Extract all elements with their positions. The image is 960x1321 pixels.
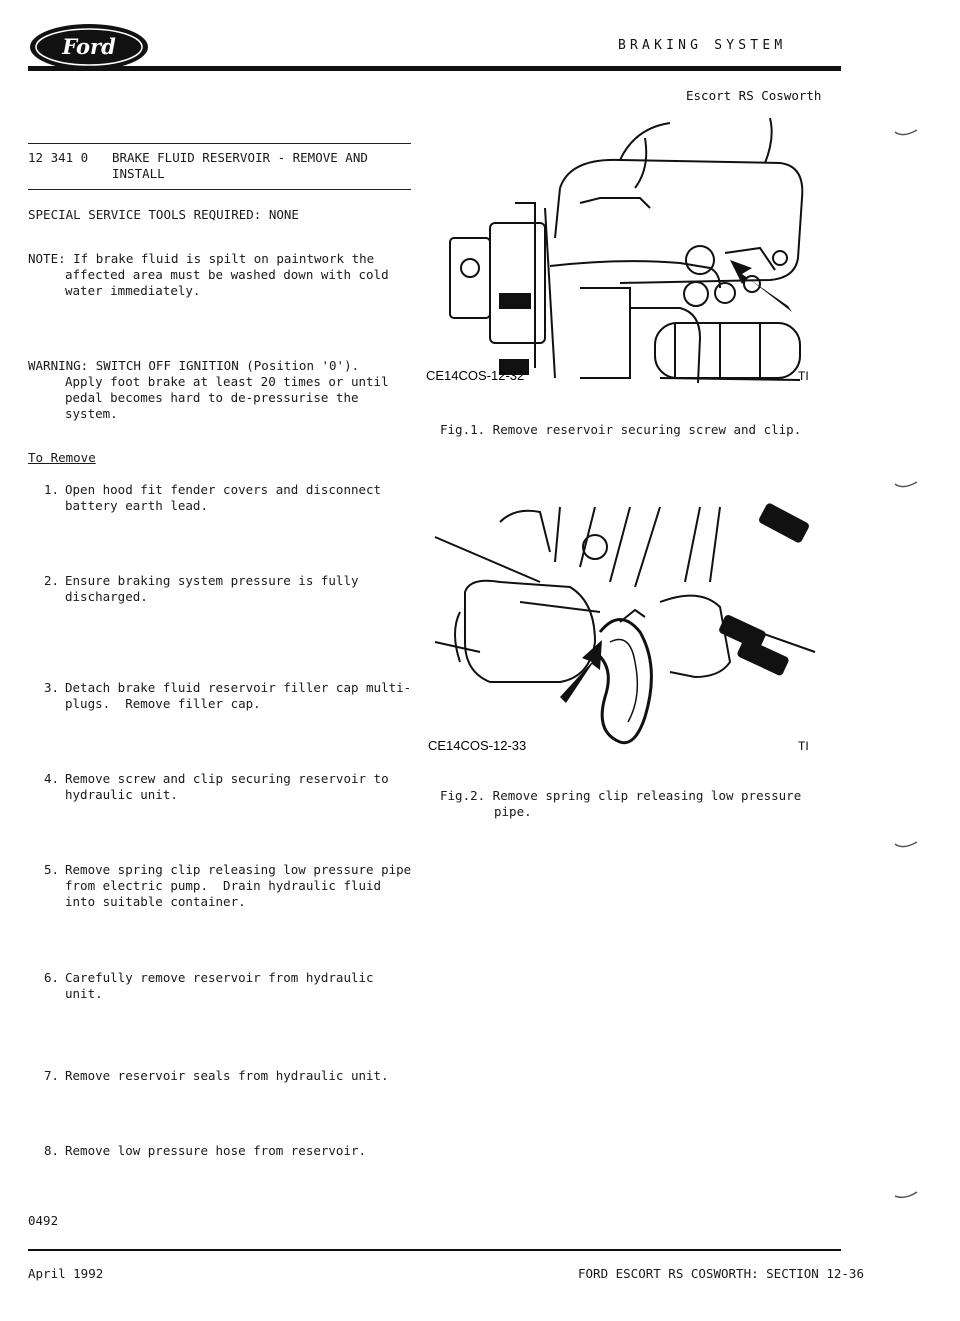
step-number: 4. (44, 771, 60, 786)
step-number: 7. (44, 1068, 60, 1083)
step-text: Remove spring clip releasing low pressure pipe (65, 862, 412, 877)
step-text: Ensure braking system pressure is fully (65, 573, 359, 588)
section-code: 12 341 0 (28, 150, 89, 165)
section-rule-top (28, 143, 411, 144)
figure-caption-line1: Fig.2. Remove spring clip releasing low pressure (440, 788, 802, 803)
figure-tag: TI (798, 739, 809, 753)
step-text: battery earth lead. (65, 498, 208, 513)
footer-section: FORD ESCORT RS COSWORTH: SECTION 12-36 (578, 1266, 864, 1281)
special-tools: SPECIAL SERVICE TOOLS REQUIRED: NONE (28, 207, 299, 222)
figure-caption: Fig.1. Remove reservoir securing screw and clip. (440, 422, 802, 437)
step-number: 5. (44, 862, 60, 877)
step-text: unit. (65, 986, 103, 1001)
margin-tick-mark (893, 840, 921, 854)
section-title-line2: INSTALL (112, 166, 165, 181)
margin-tick-mark (893, 128, 921, 142)
warning-line1: WARNING: SWITCH OFF IGNITION (Position '0'). (28, 358, 360, 373)
step-text: Remove low pressure hose from reservoir. (65, 1143, 367, 1158)
step-text: plugs. Remove filler cap. (65, 696, 261, 711)
to-remove-heading: To Remove (28, 450, 96, 465)
footer-rule (28, 1249, 841, 1251)
section-rule-bottom (28, 189, 411, 190)
step-text: Remove screw and clip securing reservoir to (65, 771, 389, 786)
step-number: 6. (44, 970, 60, 985)
footer-date: April 1992 (28, 1266, 104, 1281)
figure-tag: TI (798, 369, 809, 383)
note-line1: NOTE: If brake fluid is spilt on paintwork the (28, 251, 375, 266)
step-number: 1. (44, 482, 60, 497)
step-text: Detach brake fluid reservoir filler cap multi- (65, 680, 412, 695)
header-rule (28, 66, 841, 71)
note-line3: water immediately. (65, 283, 201, 298)
step-text: Remove reservoir seals from hydraulic unit. (65, 1068, 389, 1083)
page-header-subtitle: Escort RS Cosworth (686, 88, 822, 103)
figure-code: CE14COS-12-33 (428, 738, 527, 753)
warning-line3: pedal becomes hard to de-pressurise the (65, 390, 359, 405)
note-line2: affected area must be washed down with cold (65, 267, 389, 282)
step-text: from electric pump. Drain hydraulic fluid (65, 878, 382, 893)
step-text: Carefully remove reservoir from hydraulic (65, 970, 374, 985)
figure-caption-line2: pipe. (494, 804, 532, 819)
figure-1-reservoir-illustration (420, 108, 820, 388)
step-text: hydraulic unit. (65, 787, 178, 802)
logo-text: Ford (62, 34, 116, 59)
figure-code: CE14COS-12-32 (426, 368, 525, 383)
step-number: 8. (44, 1143, 60, 1158)
step-text: Open hood fit fender covers and disconnect (65, 482, 382, 497)
page-header-title: BRAKING SYSTEM (618, 38, 787, 53)
step-number: 3. (44, 680, 60, 695)
ford-logo (28, 22, 150, 72)
warning-line4: system. (65, 406, 118, 421)
margin-tick-mark (893, 480, 921, 494)
step-text: into suitable container. (65, 894, 246, 909)
warning-line2: Apply foot brake at least 20 times or until (65, 374, 389, 389)
margin-tick-mark (893, 1190, 921, 1204)
step-number: 2. (44, 573, 60, 588)
page-code: 0492 (28, 1213, 59, 1228)
step-text: discharged. (65, 589, 148, 604)
section-title-line1: BRAKE FLUID RESERVOIR - REMOVE AND (112, 150, 368, 165)
figure-2-spring-clip-illustration (420, 492, 820, 762)
